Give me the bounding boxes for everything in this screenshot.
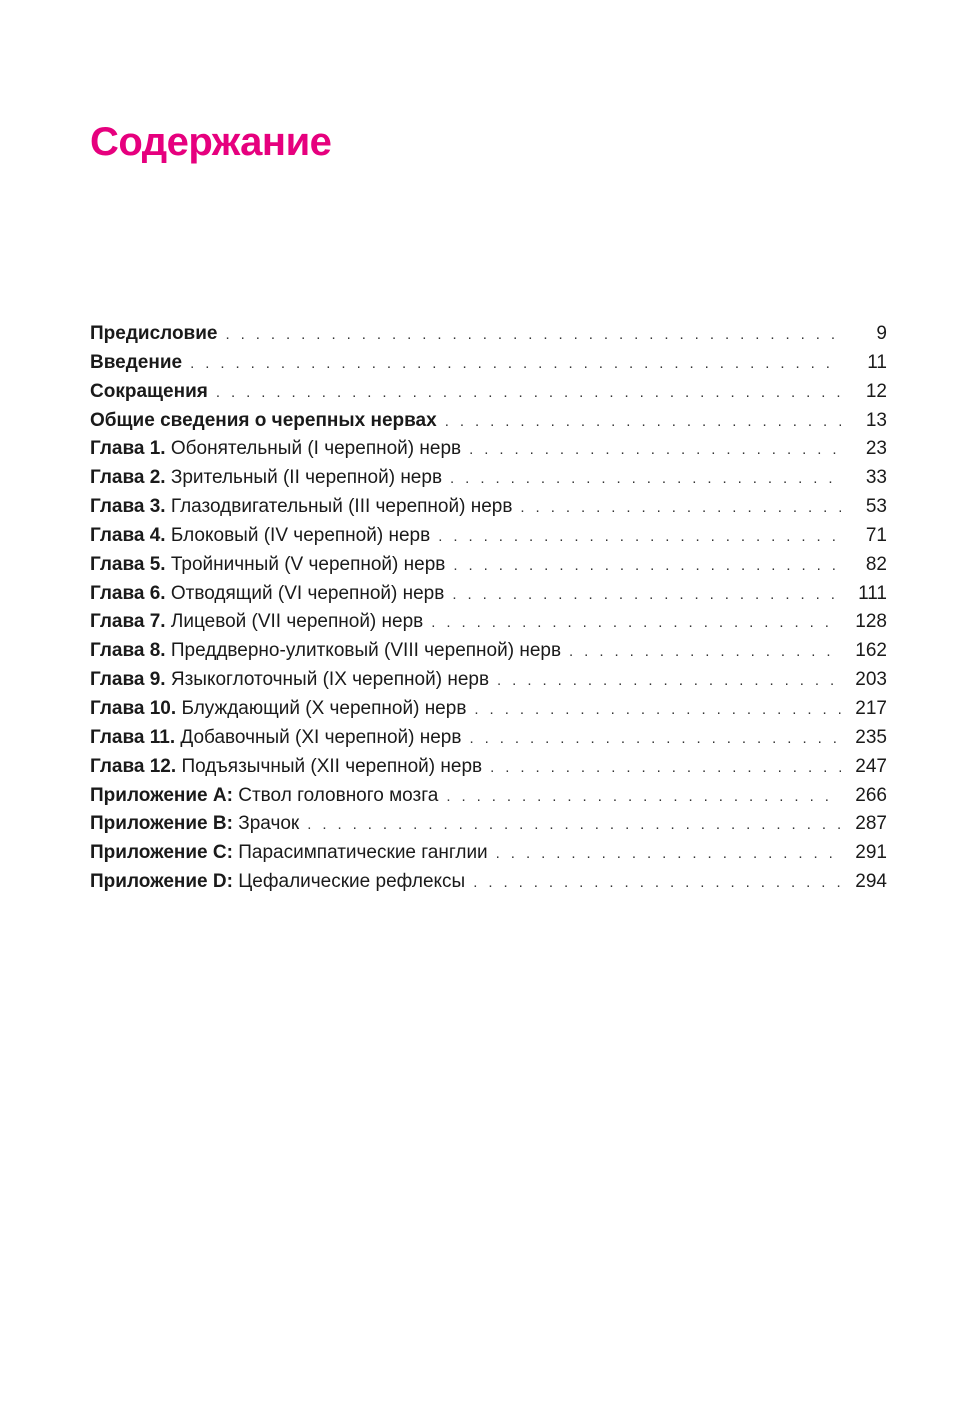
table-of-contents (90, 320, 887, 897)
toc-entry[interactable] (90, 810, 887, 839)
toc-entry-title: Добавочный (XI черепной) нерв (180, 726, 462, 748)
toc-entry[interactable] (90, 349, 887, 378)
dot-leader (453, 552, 841, 581)
toc-entry[interactable] (90, 522, 887, 551)
dot-leader (569, 638, 841, 667)
toc-entry-title: Языкоглоточный (IX черепной) нерв (170, 669, 490, 691)
toc-page-number: 235 (855, 726, 887, 748)
toc-entry-heading: Общие сведения о черепных нервах (90, 409, 437, 431)
toc-page-number: 13 (865, 409, 887, 431)
toc-entry[interactable] (90, 724, 887, 753)
toc-entry-label (90, 551, 453, 580)
toc-entry-title: Подъязычный (XII черепной) нерв (181, 755, 483, 777)
toc-page-number: 203 (855, 669, 887, 691)
dot-leader (474, 696, 841, 725)
toc-page-number: 247 (855, 755, 887, 777)
toc-entry-label (90, 464, 450, 493)
dot-leader (190, 350, 841, 379)
toc-page-number: 12 (865, 380, 887, 402)
toc-entry-title: Обонятельный (I черепной) нерв (170, 438, 462, 460)
dot-leader (469, 725, 841, 754)
toc-entry-label (90, 522, 438, 551)
toc-entry[interactable] (90, 580, 887, 609)
toc-page-number: 266 (855, 784, 887, 806)
toc-entry-label (90, 839, 496, 868)
toc-page-number: 128 (855, 611, 887, 633)
dot-leader (446, 783, 841, 812)
dot-leader (496, 840, 841, 869)
toc-entry-label (90, 320, 226, 349)
dot-leader (490, 754, 841, 783)
toc-page-number: 294 (855, 871, 887, 893)
dot-leader (469, 436, 841, 465)
toc-page-number: 71 (865, 524, 887, 546)
toc-entry-heading: Предисловие (90, 323, 218, 344)
toc-entry[interactable] (90, 378, 887, 407)
toc-entry[interactable] (90, 551, 887, 580)
toc-entry[interactable] (90, 320, 887, 349)
toc-entry[interactable] (90, 435, 887, 464)
toc-entry-label (90, 608, 431, 637)
toc-entry-heading: Введение (90, 351, 183, 373)
dot-leader (452, 581, 841, 610)
toc-page-number: 162 (855, 640, 887, 662)
toc-page-number: 11 (867, 351, 887, 373)
toc-entry-title: Зрачок (238, 813, 300, 835)
dot-leader (473, 869, 841, 898)
toc-entry-heading: Глава 9. (90, 669, 166, 691)
toc-entry-heading: Глава 11. (90, 726, 176, 748)
toc-entry-heading: Приложение С: (90, 842, 233, 864)
toc-page-number: 9 (876, 323, 887, 344)
toc-entry[interactable] (90, 695, 887, 724)
page-title: Содержание (90, 120, 332, 164)
toc-entry[interactable] (90, 637, 887, 666)
toc-entry-title: Зрительный (II черепной) нерв (170, 467, 443, 489)
toc-entry-title: Глазодвигательный (III черепной) нерв (170, 496, 513, 518)
toc-entry-heading: Глава 3. (90, 496, 166, 518)
toc-page-number: 287 (855, 813, 887, 835)
toc-entry[interactable] (90, 868, 887, 897)
toc-entry-label (90, 782, 446, 811)
toc-entry-title: Блуждающий (X черепной) нерв (181, 697, 467, 719)
toc-entry-label (90, 637, 569, 666)
toc-entry[interactable] (90, 753, 887, 782)
toc-entry-label (90, 753, 490, 782)
toc-entry-label (90, 493, 520, 522)
dot-leader (438, 523, 841, 552)
toc-entry-heading: Приложение D: (90, 871, 233, 893)
dot-leader (216, 379, 841, 408)
toc-entry-heading: Глава 7. (90, 611, 166, 633)
toc-entry-heading: Глава 10. (90, 697, 177, 719)
dot-leader (307, 811, 841, 840)
toc-entry-heading: Глава 4. (90, 524, 166, 546)
toc-entry[interactable] (90, 839, 887, 868)
toc-entry[interactable] (90, 407, 887, 436)
toc-entry-heading: Приложение В: (90, 813, 233, 835)
toc-entry-heading: Глава 12. (90, 755, 177, 777)
toc-entry-heading: Глава 6. (90, 582, 166, 604)
toc-entry-title: Лицевой (VII черепной) нерв (170, 611, 424, 633)
toc-entry-label (90, 435, 469, 464)
dot-leader (520, 494, 841, 523)
toc-entry-title: Ствол головного мозга (238, 784, 439, 806)
dot-leader (497, 667, 841, 696)
toc-entry-label (90, 695, 474, 724)
toc-entry-label (90, 407, 445, 436)
toc-entry-title: Цефалические рефлексы (238, 871, 466, 893)
toc-page-number: 82 (865, 553, 887, 575)
toc-entry-heading: Глава 2. (90, 467, 166, 489)
toc-entry[interactable] (90, 608, 887, 637)
dot-leader (431, 609, 841, 638)
toc-entry-title: Отводящий (VI черепной) нерв (170, 582, 445, 604)
dot-leader (445, 408, 841, 437)
dot-leader (226, 321, 842, 350)
toc-page-number: 53 (865, 496, 887, 518)
dot-leader (450, 465, 841, 494)
toc-entry-heading: Сокращения (90, 380, 208, 402)
toc-page-number: 23 (865, 438, 887, 460)
toc-page-number: 111 (858, 582, 887, 604)
toc-entry-heading: Глава 5. (90, 553, 166, 575)
toc-page-number: 217 (855, 697, 887, 719)
toc-entry[interactable] (90, 493, 887, 522)
toc-entry-heading: Глава 8. (90, 640, 166, 662)
toc-page-number: 33 (865, 467, 887, 489)
toc-entry-heading: Глава 1. (90, 438, 166, 460)
toc-entry-label (90, 666, 497, 695)
toc-entry-title: Тройничный (V черепной) нерв (170, 553, 446, 575)
toc-entry-heading: Приложение А: (90, 784, 233, 806)
toc-entry-label (90, 378, 216, 407)
toc-entry-label (90, 810, 307, 839)
toc-entry[interactable] (90, 782, 887, 811)
toc-entry-title: Преддверно-улитковый (VIII черепной) нерв (170, 640, 562, 662)
toc-entry[interactable] (90, 464, 887, 493)
toc-entry-title: Парасимпатические ганглии (238, 842, 488, 864)
toc-page-number: 291 (855, 842, 887, 864)
toc-entry-title: Блоковый (IV черепной) нерв (170, 524, 431, 546)
toc-entry-label (90, 580, 452, 609)
toc-entry-label (90, 868, 473, 897)
toc-entry-label (90, 724, 469, 753)
toc-entry-label (90, 349, 190, 378)
toc-entry[interactable] (90, 666, 887, 695)
